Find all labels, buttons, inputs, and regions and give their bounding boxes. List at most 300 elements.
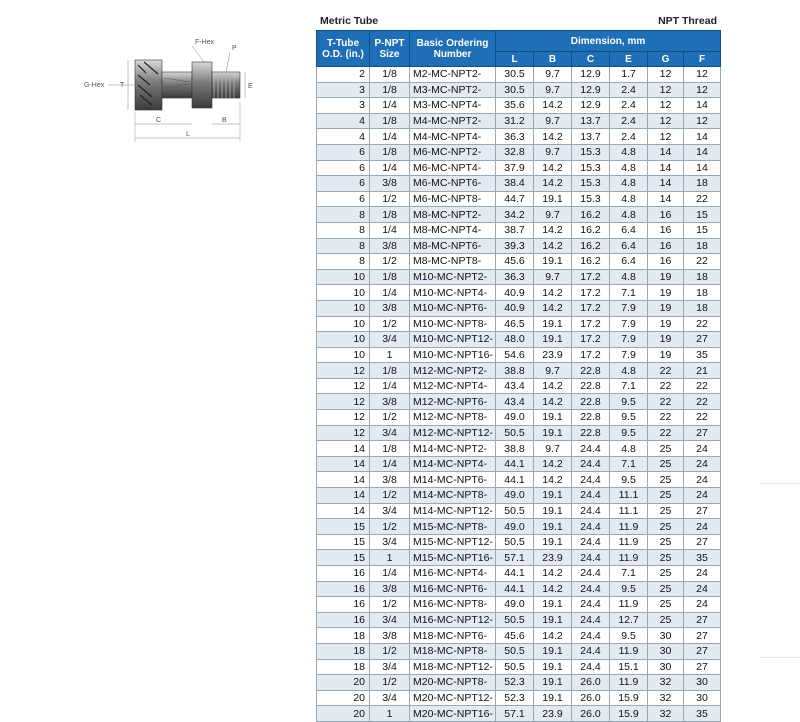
npt-size-cell: 1/2 <box>370 254 410 270</box>
dim-c-cell: 24.4 <box>572 628 610 644</box>
dim-f-cell: 12 <box>684 113 721 129</box>
dim-g-cell: 14 <box>648 191 684 207</box>
dim-l-cell: 45.6 <box>496 254 534 270</box>
dim-e-cell: 9.5 <box>610 628 648 644</box>
ordering-number-cell: M20-MC-NPT8- <box>410 675 496 691</box>
npt-size-cell: 3/4 <box>370 332 410 348</box>
ordering-number-cell: M18-MC-NPT8- <box>410 643 496 659</box>
dim-b-cell: 19.1 <box>534 643 572 659</box>
dim-f-cell: 27 <box>684 659 721 675</box>
tube-od-cell: 12 <box>317 363 370 379</box>
dim-b-cell: 9.7 <box>534 144 572 160</box>
dim-e-cell: 11.9 <box>610 534 648 550</box>
dim-g-cell: 19 <box>648 269 684 285</box>
dim-f-cell: 24 <box>684 597 721 613</box>
dim-b-cell: 14.2 <box>534 129 572 145</box>
dim-g-cell: 16 <box>648 238 684 254</box>
dim-l-cell: 38.4 <box>496 176 534 192</box>
dim-b-cell: 14.2 <box>534 581 572 597</box>
header-dimension: Dimension, mm <box>496 31 721 52</box>
table-row <box>317 410 721 426</box>
dim-g-cell: 25 <box>648 597 684 613</box>
table-row <box>317 675 721 691</box>
dim-g-cell: 25 <box>648 519 684 535</box>
dim-b-cell: 9.7 <box>534 441 572 457</box>
dim-c-cell: 26.0 <box>572 690 610 706</box>
npt-size-cell: 1/2 <box>370 597 410 613</box>
tube-od-cell: 18 <box>317 643 370 659</box>
dim-e-cell: 4.8 <box>610 160 648 176</box>
fhex-label: F-Hex <box>195 39 215 46</box>
ordering-number-cell: M6-MC-NPT8- <box>410 191 496 207</box>
ordering-number-cell: M10-MC-NPT12- <box>410 332 496 348</box>
table-row <box>317 254 721 270</box>
dim-e-cell: 6.4 <box>610 222 648 238</box>
dim-l-cell: 39.3 <box>496 238 534 254</box>
dim-c-cell: 17.2 <box>572 347 610 363</box>
npt-size-cell: 1 <box>370 550 410 566</box>
dim-b-cell: 19.1 <box>534 425 572 441</box>
dim-f-cell: 35 <box>684 347 721 363</box>
dim-c-cell: 17.2 <box>572 316 610 332</box>
table-row <box>317 488 721 504</box>
dim-e-cell: 11.9 <box>610 519 648 535</box>
ghex-label: G-Hex <box>84 82 105 89</box>
ordering-number-cell: M12-MC-NPT12- <box>410 425 496 441</box>
dim-c-cell: 24.4 <box>572 456 610 472</box>
dim-g-cell: 25 <box>648 456 684 472</box>
dim-g-cell: 19 <box>648 332 684 348</box>
dim-l-cell: 43.4 <box>496 378 534 394</box>
table-row <box>317 98 721 114</box>
dim-f-cell: 18 <box>684 176 721 192</box>
dim-e-cell: 9.5 <box>610 425 648 441</box>
dim-b-cell: 19.1 <box>534 410 572 426</box>
dim-l-cell: 46.5 <box>496 316 534 332</box>
dim-f-cell: 18 <box>684 238 721 254</box>
dim-c-cell: 22.8 <box>572 394 610 410</box>
dim-c-cell: 24.4 <box>572 597 610 613</box>
table-row <box>317 550 721 566</box>
ordering-number-cell: M18-MC-NPT12- <box>410 659 496 675</box>
dim-f-cell: 18 <box>684 269 721 285</box>
dim-l-cell: 49.0 <box>496 410 534 426</box>
dim-c-cell: 26.0 <box>572 706 610 722</box>
dim-c-cell: 16.2 <box>572 207 610 223</box>
npt-size-cell: 3/8 <box>370 472 410 488</box>
ordering-number-cell: M14-MC-NPT12- <box>410 503 496 519</box>
dim-b-cell: 19.1 <box>534 488 572 504</box>
ordering-number-cell: M10-MC-NPT8- <box>410 316 496 332</box>
dim-e-cell: 4.8 <box>610 207 648 223</box>
ordering-number-cell: M20-MC-NPT16- <box>410 706 496 722</box>
dim-f-cell: 12 <box>684 82 721 98</box>
table-row <box>317 316 721 332</box>
tube-od-cell: 10 <box>317 316 370 332</box>
tube-od-cell: 10 <box>317 347 370 363</box>
dim-f-cell: 14 <box>684 98 721 114</box>
dim-f-cell: 24 <box>684 472 721 488</box>
npt-size-cell: 1/4 <box>370 222 410 238</box>
tube-od-cell: 2 <box>317 67 370 83</box>
dim-g-cell: 25 <box>648 612 684 628</box>
dim-l-cell: 36.3 <box>496 269 534 285</box>
dim-g-cell: 14 <box>648 176 684 192</box>
dim-f-cell: 24 <box>684 441 721 457</box>
npt-size-cell: 1/8 <box>370 113 410 129</box>
dim-c-cell: 24.4 <box>572 566 610 582</box>
dim-l-cell: 34.2 <box>496 207 534 223</box>
tube-od-cell: 8 <box>317 238 370 254</box>
tube-od-cell: 8 <box>317 222 370 238</box>
table-row <box>317 129 721 145</box>
tube-od-cell: 12 <box>317 378 370 394</box>
dim-b-cell: 14.2 <box>534 566 572 582</box>
dim-f-cell: 27 <box>684 425 721 441</box>
dim-c-cell: 22.8 <box>572 378 610 394</box>
dim-l-cell: 57.1 <box>496 706 534 722</box>
dim-f-cell: 24 <box>684 488 721 504</box>
dim-c-cell: 17.2 <box>572 285 610 301</box>
tube-od-cell: 14 <box>317 472 370 488</box>
c-label: C <box>156 117 162 124</box>
dim-c-cell: 13.7 <box>572 129 610 145</box>
dim-g-cell: 19 <box>648 300 684 316</box>
tube-od-cell: 20 <box>317 690 370 706</box>
dim-g-cell: 22 <box>648 378 684 394</box>
dim-g-cell: 25 <box>648 488 684 504</box>
dim-b-cell: 14.2 <box>534 222 572 238</box>
dim-f-cell: 24 <box>684 581 721 597</box>
dim-f-cell: 27 <box>684 643 721 659</box>
dim-g-cell: 14 <box>648 160 684 176</box>
t-label: T <box>120 82 125 89</box>
ordering-number-cell: M6-MC-NPT2- <box>410 144 496 160</box>
dim-c-cell: 24.4 <box>572 581 610 597</box>
dim-c-cell: 16.2 <box>572 254 610 270</box>
table-body <box>317 67 721 722</box>
npt-size-cell: 1/2 <box>370 191 410 207</box>
dim-e-cell: 4.8 <box>610 176 648 192</box>
tube-od-cell: 16 <box>317 597 370 613</box>
ordering-number-cell: M15-MC-NPT12- <box>410 534 496 550</box>
dim-b-cell: 19.1 <box>534 316 572 332</box>
dim-g-cell: 30 <box>648 628 684 644</box>
npt-size-cell: 1/4 <box>370 566 410 582</box>
dim-l-cell: 32.8 <box>496 144 534 160</box>
dim-e-cell: 2.4 <box>610 82 648 98</box>
dim-b-cell: 19.1 <box>534 690 572 706</box>
dim-f-cell: 35 <box>684 550 721 566</box>
dim-c-cell: 22.8 <box>572 425 610 441</box>
tube-od-cell: 14 <box>317 503 370 519</box>
dim-f-cell: 30 <box>684 690 721 706</box>
dim-l-cell: 31.2 <box>496 113 534 129</box>
dim-b-cell: 14.2 <box>534 176 572 192</box>
header-npt-size: P-NPT Size <box>370 31 410 67</box>
table-row <box>317 566 721 582</box>
ordering-number-cell: M3-MC-NPT2- <box>410 82 496 98</box>
tube-od-cell: 4 <box>317 113 370 129</box>
npt-size-cell: 3/8 <box>370 300 410 316</box>
dim-c-cell: 15.3 <box>572 144 610 160</box>
tube-od-cell: 12 <box>317 394 370 410</box>
dim-g-cell: 25 <box>648 550 684 566</box>
dim-b-cell: 23.9 <box>534 706 572 722</box>
table-row <box>317 659 721 675</box>
dim-b-cell: 9.7 <box>534 363 572 379</box>
dim-g-cell: 25 <box>648 472 684 488</box>
npt-size-cell: 3/4 <box>370 425 410 441</box>
table-row <box>317 456 721 472</box>
table-row <box>317 285 721 301</box>
dim-c-cell: 12.9 <box>572 98 610 114</box>
dim-c-cell: 22.8 <box>572 363 610 379</box>
table-row <box>317 597 721 613</box>
dim-g-cell: 19 <box>648 316 684 332</box>
dim-f-cell: 14 <box>684 160 721 176</box>
table-row <box>317 238 721 254</box>
table-row <box>317 67 721 83</box>
dim-c-cell: 17.2 <box>572 269 610 285</box>
dim-c-cell: 24.4 <box>572 534 610 550</box>
dim-g-cell: 25 <box>648 503 684 519</box>
dim-c-cell: 17.2 <box>572 332 610 348</box>
table-row <box>317 113 721 129</box>
ordering-number-cell: M6-MC-NPT4- <box>410 160 496 176</box>
dim-f-cell: 14 <box>684 129 721 145</box>
dim-g-cell: 19 <box>648 347 684 363</box>
table-row <box>317 628 721 644</box>
edge-line <box>760 657 800 658</box>
dim-f-cell: 22 <box>684 254 721 270</box>
dim-g-cell: 25 <box>648 534 684 550</box>
header-dim-c: C <box>572 52 610 67</box>
tube-od-cell: 10 <box>317 332 370 348</box>
dim-c-cell: 24.4 <box>572 472 610 488</box>
dim-f-cell: 14 <box>684 144 721 160</box>
dim-f-cell: 24 <box>684 519 721 535</box>
dim-b-cell: 9.7 <box>534 207 572 223</box>
npt-size-cell: 3/4 <box>370 534 410 550</box>
dim-b-cell: 19.1 <box>534 659 572 675</box>
table-row <box>317 643 721 659</box>
dim-b-cell: 9.7 <box>534 269 572 285</box>
ordering-number-cell: M15-MC-NPT16- <box>410 550 496 566</box>
tube-od-cell: 10 <box>317 300 370 316</box>
header-tube-od: T-Tube O.D. (in.) <box>317 31 370 67</box>
npt-size-cell: 3/8 <box>370 628 410 644</box>
dim-b-cell: 19.1 <box>534 612 572 628</box>
dim-l-cell: 49.0 <box>496 597 534 613</box>
dim-e-cell: 9.5 <box>610 410 648 426</box>
dim-c-cell: 12.9 <box>572 82 610 98</box>
npt-size-cell: 1/8 <box>370 82 410 98</box>
dim-f-cell: 22 <box>684 410 721 426</box>
dim-b-cell: 23.9 <box>534 347 572 363</box>
tube-od-cell: 12 <box>317 425 370 441</box>
dim-f-cell: 22 <box>684 378 721 394</box>
dim-l-cell: 54.6 <box>496 347 534 363</box>
dim-l-cell: 30.5 <box>496 82 534 98</box>
dim-e-cell: 7.9 <box>610 316 648 332</box>
dim-e-cell: 11.9 <box>610 675 648 691</box>
dim-e-cell: 4.8 <box>610 441 648 457</box>
ordering-number-cell: M14-MC-NPT2- <box>410 441 496 457</box>
table-row <box>317 690 721 706</box>
dim-g-cell: 30 <box>648 643 684 659</box>
header-ordering-number: Basic Ordering Number <box>410 31 496 67</box>
dim-e-cell: 7.9 <box>610 347 648 363</box>
ordering-number-cell: M10-MC-NPT2- <box>410 269 496 285</box>
dim-l-cell: 50.5 <box>496 425 534 441</box>
dim-c-cell: 24.4 <box>572 643 610 659</box>
tube-od-cell: 20 <box>317 675 370 691</box>
npt-size-cell: 3/8 <box>370 238 410 254</box>
tube-od-cell: 8 <box>317 254 370 270</box>
dim-e-cell: 7.9 <box>610 332 648 348</box>
dim-e-cell: 9.5 <box>610 472 648 488</box>
tube-od-cell: 20 <box>317 706 370 722</box>
header-dim-f: F <box>684 52 721 67</box>
npt-size-cell: 1/4 <box>370 378 410 394</box>
table-row <box>317 378 721 394</box>
dim-f-cell: 15 <box>684 207 721 223</box>
ordering-number-cell: M4-MC-NPT4- <box>410 129 496 145</box>
npt-size-cell: 1 <box>370 347 410 363</box>
dim-e-cell: 11.9 <box>610 550 648 566</box>
dim-b-cell: 19.1 <box>534 519 572 535</box>
dim-e-cell: 4.8 <box>610 144 648 160</box>
dim-g-cell: 14 <box>648 144 684 160</box>
ordering-number-cell: M12-MC-NPT2- <box>410 363 496 379</box>
e-label: E <box>248 83 253 90</box>
npt-size-cell: 1/2 <box>370 643 410 659</box>
tube-od-cell: 18 <box>317 628 370 644</box>
dim-c-cell: 13.7 <box>572 113 610 129</box>
tube-od-cell: 15 <box>317 550 370 566</box>
dim-g-cell: 22 <box>648 410 684 426</box>
npt-size-cell: 1/2 <box>370 519 410 535</box>
tube-od-cell: 6 <box>317 191 370 207</box>
npt-size-cell: 1/4 <box>370 285 410 301</box>
dim-l-cell: 40.9 <box>496 300 534 316</box>
dim-b-cell: 19.1 <box>534 254 572 270</box>
dim-g-cell: 25 <box>648 566 684 582</box>
npt-size-cell: 3/4 <box>370 612 410 628</box>
npt-size-cell: 1/4 <box>370 129 410 145</box>
tube-od-cell: 16 <box>317 566 370 582</box>
dim-b-cell: 19.1 <box>534 503 572 519</box>
npt-size-cell: 1/2 <box>370 675 410 691</box>
dim-g-cell: 32 <box>648 675 684 691</box>
dim-c-cell: 16.2 <box>572 238 610 254</box>
dim-b-cell: 14.2 <box>534 628 572 644</box>
tube-od-cell: 3 <box>317 82 370 98</box>
tube-od-cell: 18 <box>317 659 370 675</box>
tube-od-cell: 16 <box>317 581 370 597</box>
dim-e-cell: 7.1 <box>610 285 648 301</box>
dim-l-cell: 37.9 <box>496 160 534 176</box>
table-row <box>317 347 721 363</box>
dim-e-cell: 11.9 <box>610 597 648 613</box>
dim-f-cell: 24 <box>684 566 721 582</box>
table-row <box>317 706 721 722</box>
ordering-number-cell: M16-MC-NPT4- <box>410 566 496 582</box>
table-row <box>317 207 721 223</box>
dim-c-cell: 24.4 <box>572 519 610 535</box>
dim-g-cell: 12 <box>648 129 684 145</box>
edge-line <box>760 483 800 484</box>
b-label: B <box>222 117 227 124</box>
npt-size-cell: 3/8 <box>370 394 410 410</box>
table-row <box>317 332 721 348</box>
dim-l-cell: 44.1 <box>496 472 534 488</box>
tube-od-cell: 14 <box>317 488 370 504</box>
dim-b-cell: 14.2 <box>534 456 572 472</box>
dim-g-cell: 22 <box>648 425 684 441</box>
dim-l-cell: 30.5 <box>496 67 534 83</box>
ordering-number-cell: M14-MC-NPT8- <box>410 488 496 504</box>
ordering-number-cell: M18-MC-NPT6- <box>410 628 496 644</box>
dim-c-cell: 24.4 <box>572 503 610 519</box>
ordering-number-cell: M14-MC-NPT6- <box>410 472 496 488</box>
ordering-number-cell: M14-MC-NPT4- <box>410 456 496 472</box>
dim-b-cell: 14.2 <box>534 300 572 316</box>
metric-tube-title: Metric Tube <box>320 15 379 27</box>
table-row <box>317 300 721 316</box>
table-row <box>317 160 721 176</box>
table-row <box>317 503 721 519</box>
dim-f-cell: 30 <box>684 675 721 691</box>
dim-f-cell: 12 <box>684 67 721 83</box>
tube-od-cell: 14 <box>317 441 370 457</box>
dim-b-cell: 14.2 <box>534 238 572 254</box>
ordering-number-cell: M4-MC-NPT2- <box>410 113 496 129</box>
table-row <box>317 222 721 238</box>
dim-f-cell: 15 <box>684 222 721 238</box>
dim-e-cell: 11.9 <box>610 643 648 659</box>
ordering-number-cell: M15-MC-NPT8- <box>410 519 496 535</box>
ordering-number-cell: M16-MC-NPT8- <box>410 597 496 613</box>
dim-c-cell: 22.8 <box>572 410 610 426</box>
dim-c-cell: 24.4 <box>572 659 610 675</box>
npt-size-cell: 1/8 <box>370 363 410 379</box>
tube-od-cell: 15 <box>317 519 370 535</box>
ordering-number-cell: M8-MC-NPT8- <box>410 254 496 270</box>
header-dim-e: E <box>610 52 648 67</box>
npt-size-cell: 1 <box>370 706 410 722</box>
dim-e-cell: 4.8 <box>610 363 648 379</box>
ordering-number-cell: M2-MC-NPT2- <box>410 67 496 83</box>
npt-size-cell: 1/4 <box>370 456 410 472</box>
dim-g-cell: 22 <box>648 394 684 410</box>
table-caption <box>316 14 720 30</box>
table-row <box>317 191 721 207</box>
dim-e-cell: 12.7 <box>610 612 648 628</box>
npt-size-cell: 1/2 <box>370 410 410 426</box>
p-label: P <box>232 45 237 52</box>
dim-e-cell: 15.9 <box>610 706 648 722</box>
dim-l-cell: 44.1 <box>496 456 534 472</box>
tube-od-cell: 6 <box>317 176 370 192</box>
dim-b-cell: 14.2 <box>534 394 572 410</box>
dim-c-cell: 15.3 <box>572 176 610 192</box>
dim-l-cell: 50.5 <box>496 612 534 628</box>
dim-b-cell: 19.1 <box>534 191 572 207</box>
dim-l-cell: 57.1 <box>496 550 534 566</box>
dim-f-cell: 22 <box>684 316 721 332</box>
